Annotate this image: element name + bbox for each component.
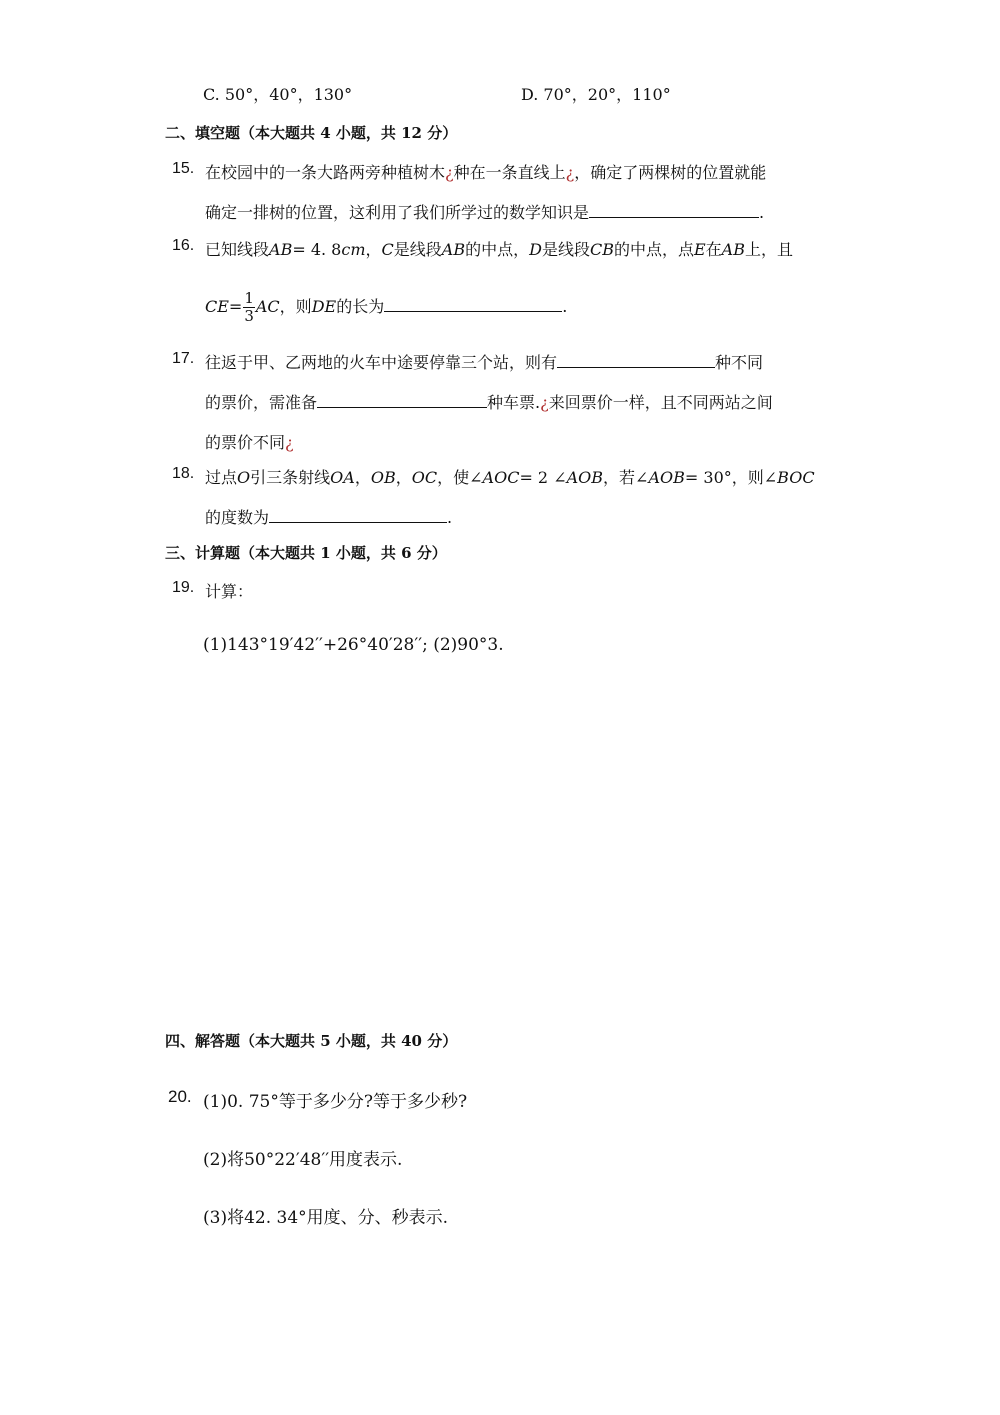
q18-number: 18.	[172, 465, 195, 482]
q16-number: 16.	[172, 237, 195, 254]
q15-line-1: 在校园中的一条大路两旁种植树木¿种在一条直线上¿，确定了两棵树的位置就能	[205, 163, 767, 182]
q15-garbled-mark-1: ¿	[445, 163, 454, 182]
q20-part-2: (2)将50°22′48′′用度表示.	[203, 1150, 403, 1170]
q17-garbled-mark-2: ¿	[285, 433, 294, 452]
q17-garbled-mark: ¿	[540, 393, 549, 412]
section-2-heading: 二、填空题（本大题共 4 小题，共 12 分）	[165, 124, 458, 142]
section-3-heading: 三、计算题（本大题共 1 小题，共 6 分）	[165, 544, 447, 562]
q19-expressions: (1)143°19′42′′+26°40′28′′; (2)90°3.	[203, 635, 504, 655]
q14-option-d: D. 70°，20°，110°	[521, 85, 671, 104]
q18-line-2: 的度数为 .	[205, 508, 453, 527]
q16-line-2: CE= $\frac{1}{3}$ AC，则DE的长为 .	[205, 289, 568, 325]
q20-part-3: (3)将42. 34°用度、分、秒表示.	[203, 1208, 449, 1228]
q16-answer-blank[interactable]	[384, 297, 562, 312]
section-4-heading: 四、解答题（本大题共 5 小题，共 40 分）	[165, 1032, 458, 1050]
q15-answer-blank[interactable]	[589, 203, 759, 218]
q15-line-2: 确定一排树的位置，这利用了我们所学过的数学知识是 .	[205, 203, 765, 222]
q18-answer-blank[interactable]	[269, 508, 447, 523]
q17-line-2: 的票价，需准备 种车票.¿来回票价一样，且不同两站之间	[205, 393, 773, 412]
q15-garbled-mark-2: ¿	[565, 163, 575, 182]
fraction-one-third: $\frac{1}{3}$	[244, 289, 254, 325]
q17-answer-blank-2[interactable]	[317, 393, 487, 408]
q20-number: 20.	[168, 1087, 192, 1106]
q19-number: 19.	[172, 579, 195, 596]
q16-line-1: 已知线段AB= 4. 8cm，C是线段AB的中点，D是线段CB的中点，点E在AB上，且	[205, 240, 793, 259]
q17-answer-blank-1[interactable]	[557, 353, 715, 368]
q15-number: 15.	[172, 160, 195, 177]
q18-line-1: 过点O引三条射线OA，OB，OC，使∠AOC= 2 ∠AOB，若∠AOB= 30°，则∠BOC	[205, 468, 815, 487]
q17-number: 17.	[172, 350, 195, 367]
q20-part-1: (1)0. 75°等于多少分?等于多少秒?	[203, 1092, 468, 1112]
q14-option-c: C. 50°，40°，130°	[203, 85, 353, 104]
q19-prompt: 计算：	[205, 582, 254, 601]
q17-line-1: 往返于甲、乙两地的火车中途要停靠三个站，则有 种不同	[205, 353, 764, 372]
q17-line-3: 的票价不同¿	[205, 433, 294, 452]
